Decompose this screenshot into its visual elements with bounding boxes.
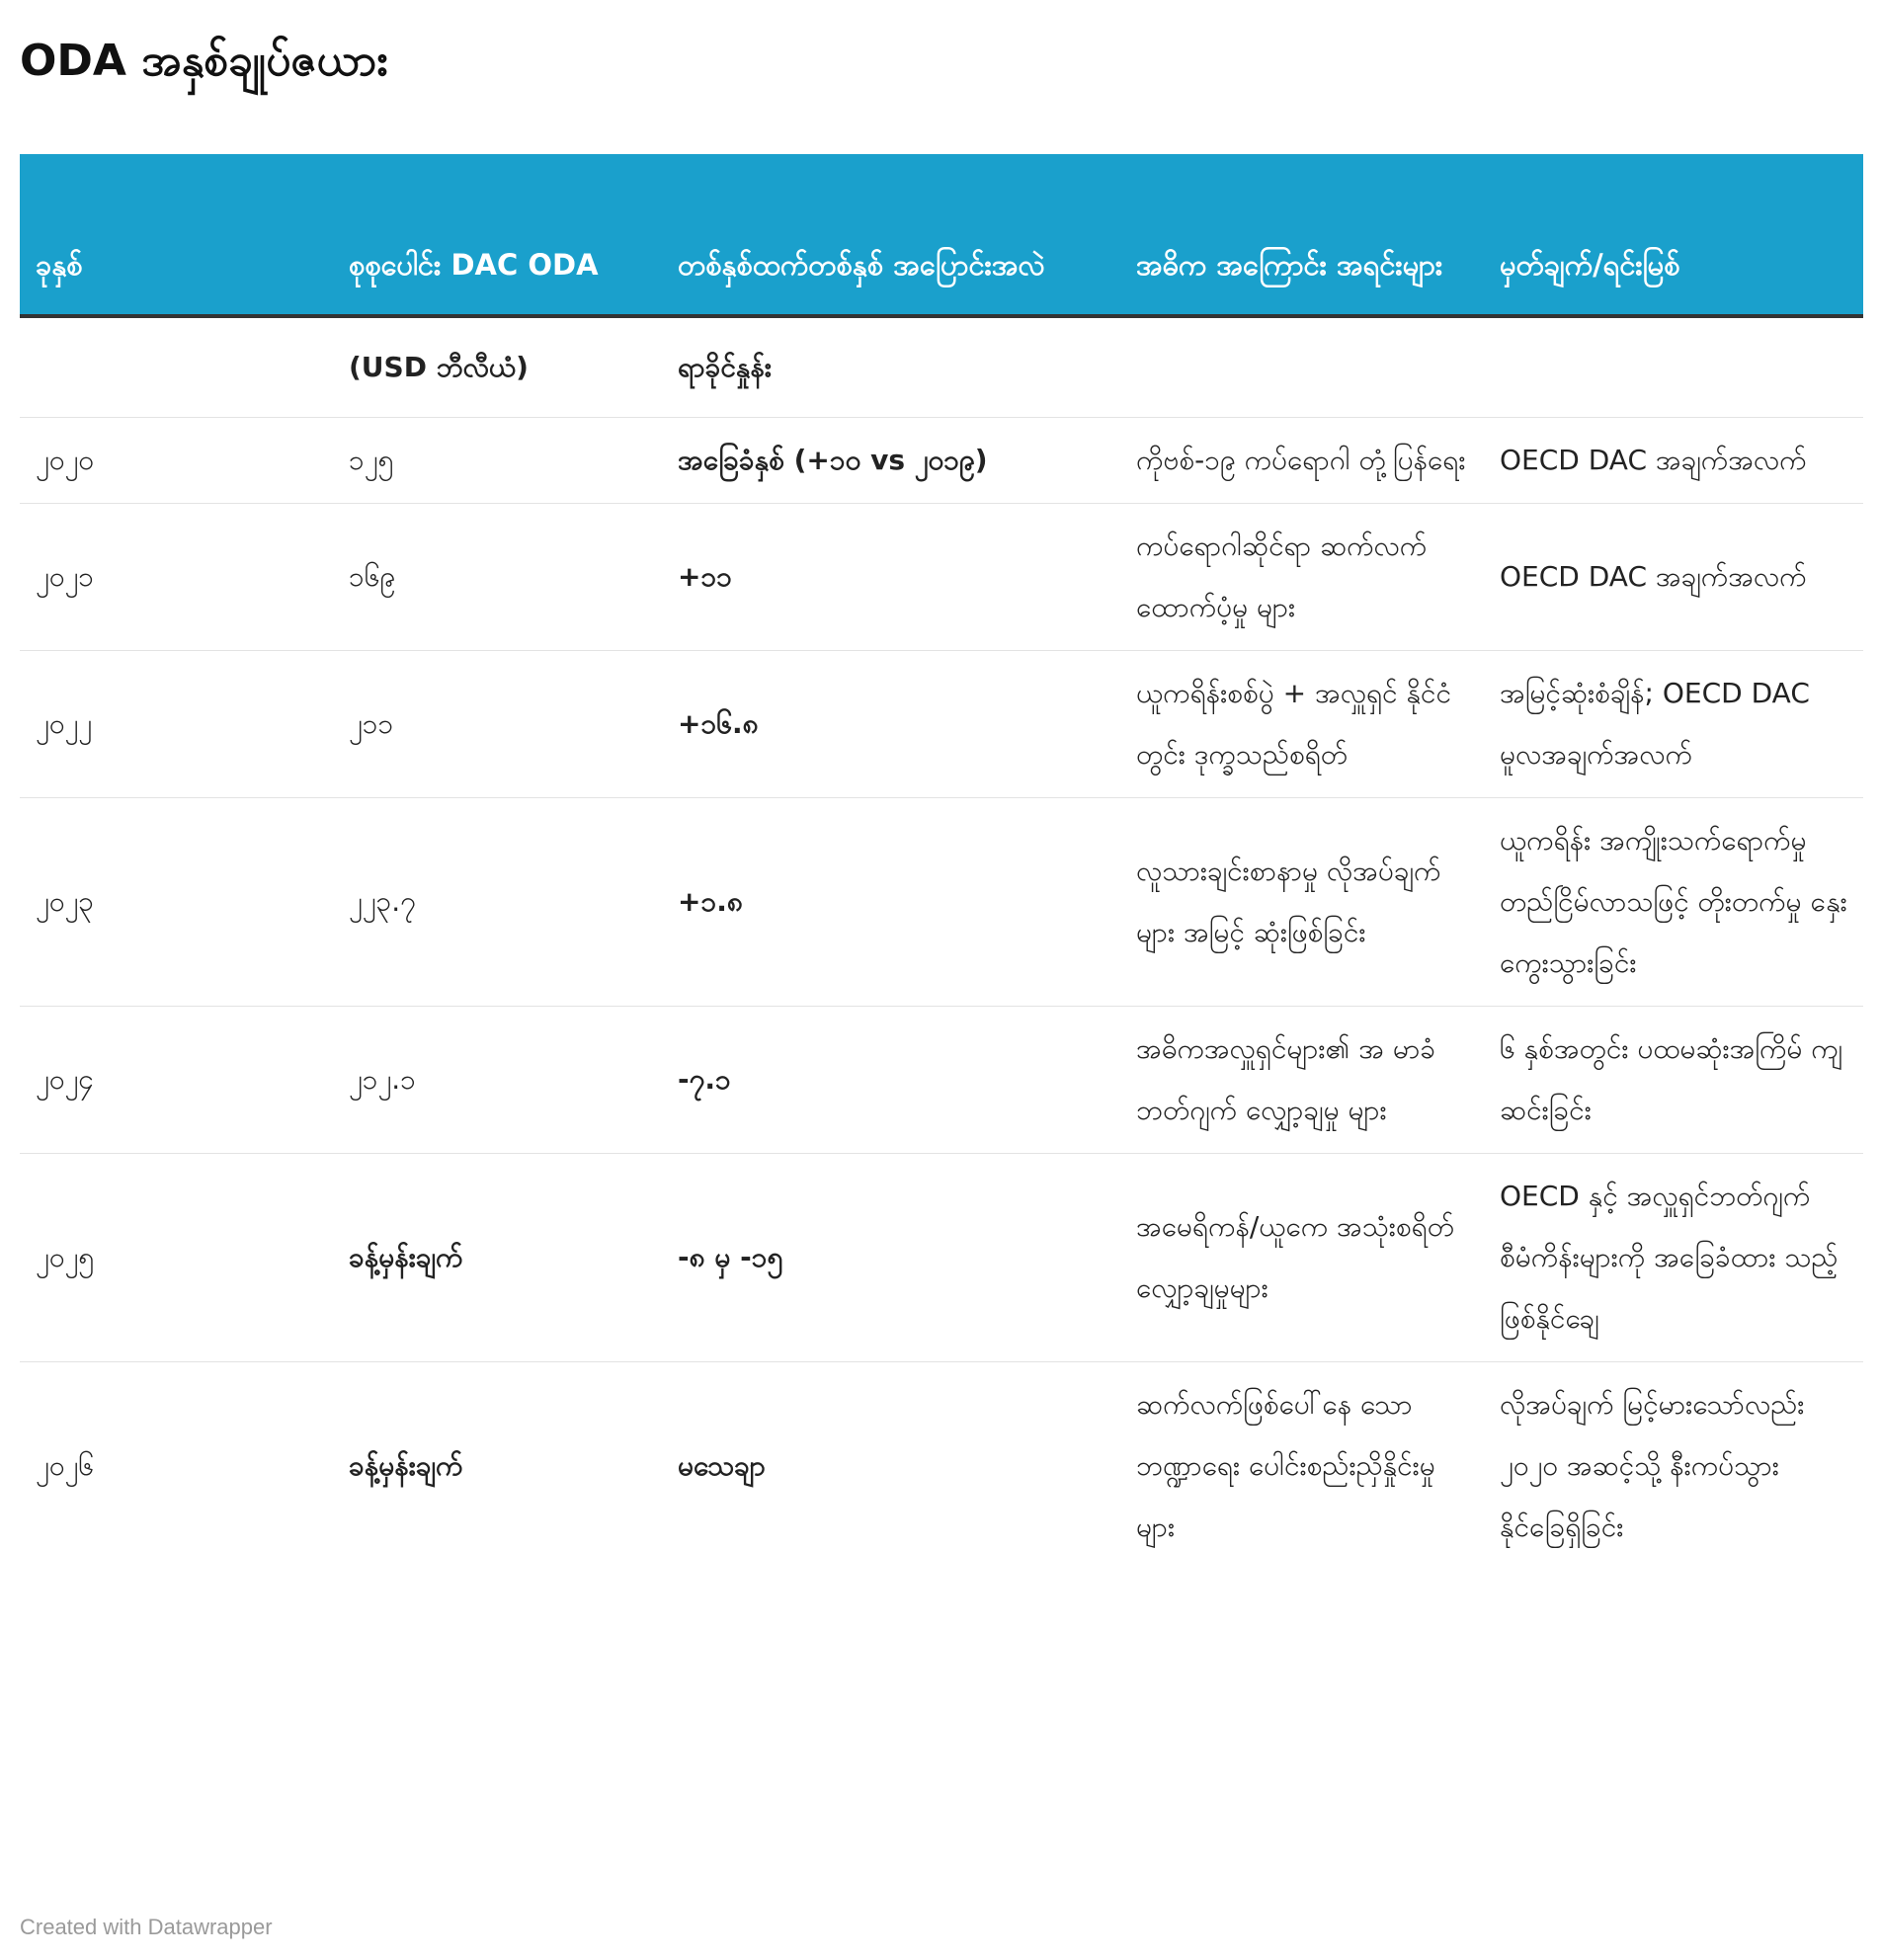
cell-total-oda: ၂၁၁ bbox=[333, 651, 662, 798]
table-row bbox=[20, 651, 1863, 798]
cell-year: ၂၀၂၄ bbox=[20, 1007, 333, 1154]
table-row bbox=[20, 1007, 1863, 1154]
table-body bbox=[20, 316, 1863, 1570]
cell-yoy-change: မသေချာ bbox=[678, 1449, 766, 1482]
cell-notes-source: OECD DAC အချက်အလက် bbox=[1484, 418, 1863, 504]
cell-main-reasons: လူသားချင်းစာနာမှု လိုအပ်ချက်များ အမြင့် ဆုံးဖြစ်ခြင်း bbox=[1120, 798, 1484, 1007]
cell-total-oda: ၂၁၂.၁ bbox=[333, 1007, 662, 1154]
cell-year: ၂၀၂၁ bbox=[20, 504, 333, 651]
cell-main-reasons: အဓိကအလှူရှင်များ၏ အ မာခံဘတ်ဂျက် လျှော့ချမှု များ bbox=[1120, 1007, 1484, 1154]
cell-year: ၂၀၂၀ bbox=[20, 418, 333, 504]
cell-total-oda: ၂၂၃.၇ bbox=[333, 798, 662, 1007]
unit-cell-notes-source bbox=[1484, 316, 1863, 418]
unit-cell-total-oda: (USD ဘီလီယံ) bbox=[333, 316, 662, 418]
cell-yoy-change: +၁.၈ bbox=[662, 798, 1120, 1007]
column-header-yoy-change[interactable]: တစ်နှစ်ထက်တစ်နှစ် အပြောင်းအလဲ bbox=[662, 154, 1120, 316]
cell-main-reasons: ကပ်ရောဂါဆိုင်ရာ ဆက်လက်ထောက်ပံ့မှု များ bbox=[1120, 504, 1484, 651]
cell-main-reasons: ကိုဗစ်-၁၉ ကပ်ရောဂါ တုံ့ပြန်ရေး bbox=[1120, 418, 1484, 504]
cell-notes-source: OECD DAC အချက်အလက် bbox=[1484, 504, 1863, 651]
cell-year: ၂၀၂၅ bbox=[20, 1154, 333, 1362]
table-row bbox=[20, 1154, 1863, 1362]
cell-notes-source: ၆ နှစ်အတွင်း ပထမဆုံးအကြိမ် ကျဆင်းခြင်း bbox=[1484, 1007, 1863, 1154]
cell-yoy-change: အခြေခံနှစ် (+၁၀ vs ၂၀၁၉) bbox=[662, 418, 1120, 504]
column-header-year[interactable]: ခုနှစ် bbox=[20, 154, 333, 316]
cell-total-oda: ခန့်မှန်းချက် bbox=[349, 1449, 463, 1482]
oda-summary-table bbox=[20, 154, 1863, 1570]
cell-notes-source: OECD နှင့် အလှူရှင်ဘတ်ဂျက် စီမံကိန်းများကို အခြေခံထား သည့် ဖြစ်နိုင်ချေ bbox=[1484, 1154, 1863, 1362]
cell-notes-source: အမြင့်ဆုံးစံချိန်; OECD DAC မူလအချက်အလက် bbox=[1484, 651, 1863, 798]
cell-year: ၂၀၂၂ bbox=[20, 651, 333, 798]
cell-total-oda: ခန့်မှန်းချက် bbox=[333, 1154, 662, 1362]
chart-title: ODA အနှစ်ချုပ်ဇယား bbox=[20, 36, 388, 86]
table-row bbox=[20, 418, 1863, 504]
unit-cell-main-reasons bbox=[1120, 316, 1484, 418]
column-header-total-oda[interactable]: စုစုပေါင်း DAC ODA bbox=[333, 154, 662, 316]
cell-year: ၂၀၂၃ bbox=[20, 798, 333, 1007]
table-row bbox=[20, 1362, 1863, 1571]
unit-cell-year bbox=[20, 316, 333, 418]
table-row bbox=[20, 798, 1863, 1007]
cell-main-reasons: ဆက်လက်ဖြစ်ပေါ်နေ သော ဘဏ္ဍာရေး ပေါင်းစည်းညှိနှိုင်းမှုများ bbox=[1136, 1388, 1435, 1543]
cell-notes-source: လိုအပ်ချက် မြင့်မားသော်လည်း ၂၀၂၀ အဆင့်သို့ နီးကပ်သွား နိုင်ခြေရှိခြင်း bbox=[1500, 1388, 1805, 1543]
cell-main-reasons: အမေရိကန်/ယူကေ အသုံးစရိတ်လျှော့ချမှုများ bbox=[1120, 1154, 1484, 1362]
table-header-row bbox=[20, 154, 1863, 316]
cell-notes-source: ယူကရိန်း အကျိုးသက်ရောက်မှု တည်ငြိမ်လာသဖြင့် တိုးတက်မှု နှေးကွေးသွားခြင်း bbox=[1484, 798, 1863, 1007]
unit-row bbox=[20, 316, 1863, 418]
cell-yoy-change: -၈ မှ -၁၅ bbox=[662, 1154, 1120, 1362]
cell-yoy-change: +၁၆.၈ bbox=[662, 651, 1120, 798]
column-header-notes-source[interactable]: မှတ်ချက်/ရင်းမြစ် bbox=[1484, 154, 1863, 316]
datawrapper-credit: Created with Datawrapper bbox=[20, 1915, 273, 1939]
cell-yoy-change: +၁၁ bbox=[662, 504, 1120, 651]
cell-yoy-change: -၇.၁ bbox=[662, 1007, 1120, 1154]
cell-main-reasons: ယူကရိန်းစစ်ပွဲ + အလှူရှင် နိုင်ငံတွင်း ဒုက္ခသည်စရိတ် bbox=[1120, 651, 1484, 798]
column-header-main-reasons[interactable]: အဓိက အကြောင်း အရင်းများ bbox=[1120, 154, 1484, 316]
table-row bbox=[20, 504, 1863, 651]
cell-total-oda: ၁၆၉ bbox=[333, 504, 662, 651]
cell-total-oda: ၁၂၅ bbox=[333, 418, 662, 504]
cell-year: ၂၀၂၆ bbox=[36, 1449, 95, 1482]
unit-cell-yoy-change: ရာခိုင်နှုန်း bbox=[662, 316, 1120, 418]
